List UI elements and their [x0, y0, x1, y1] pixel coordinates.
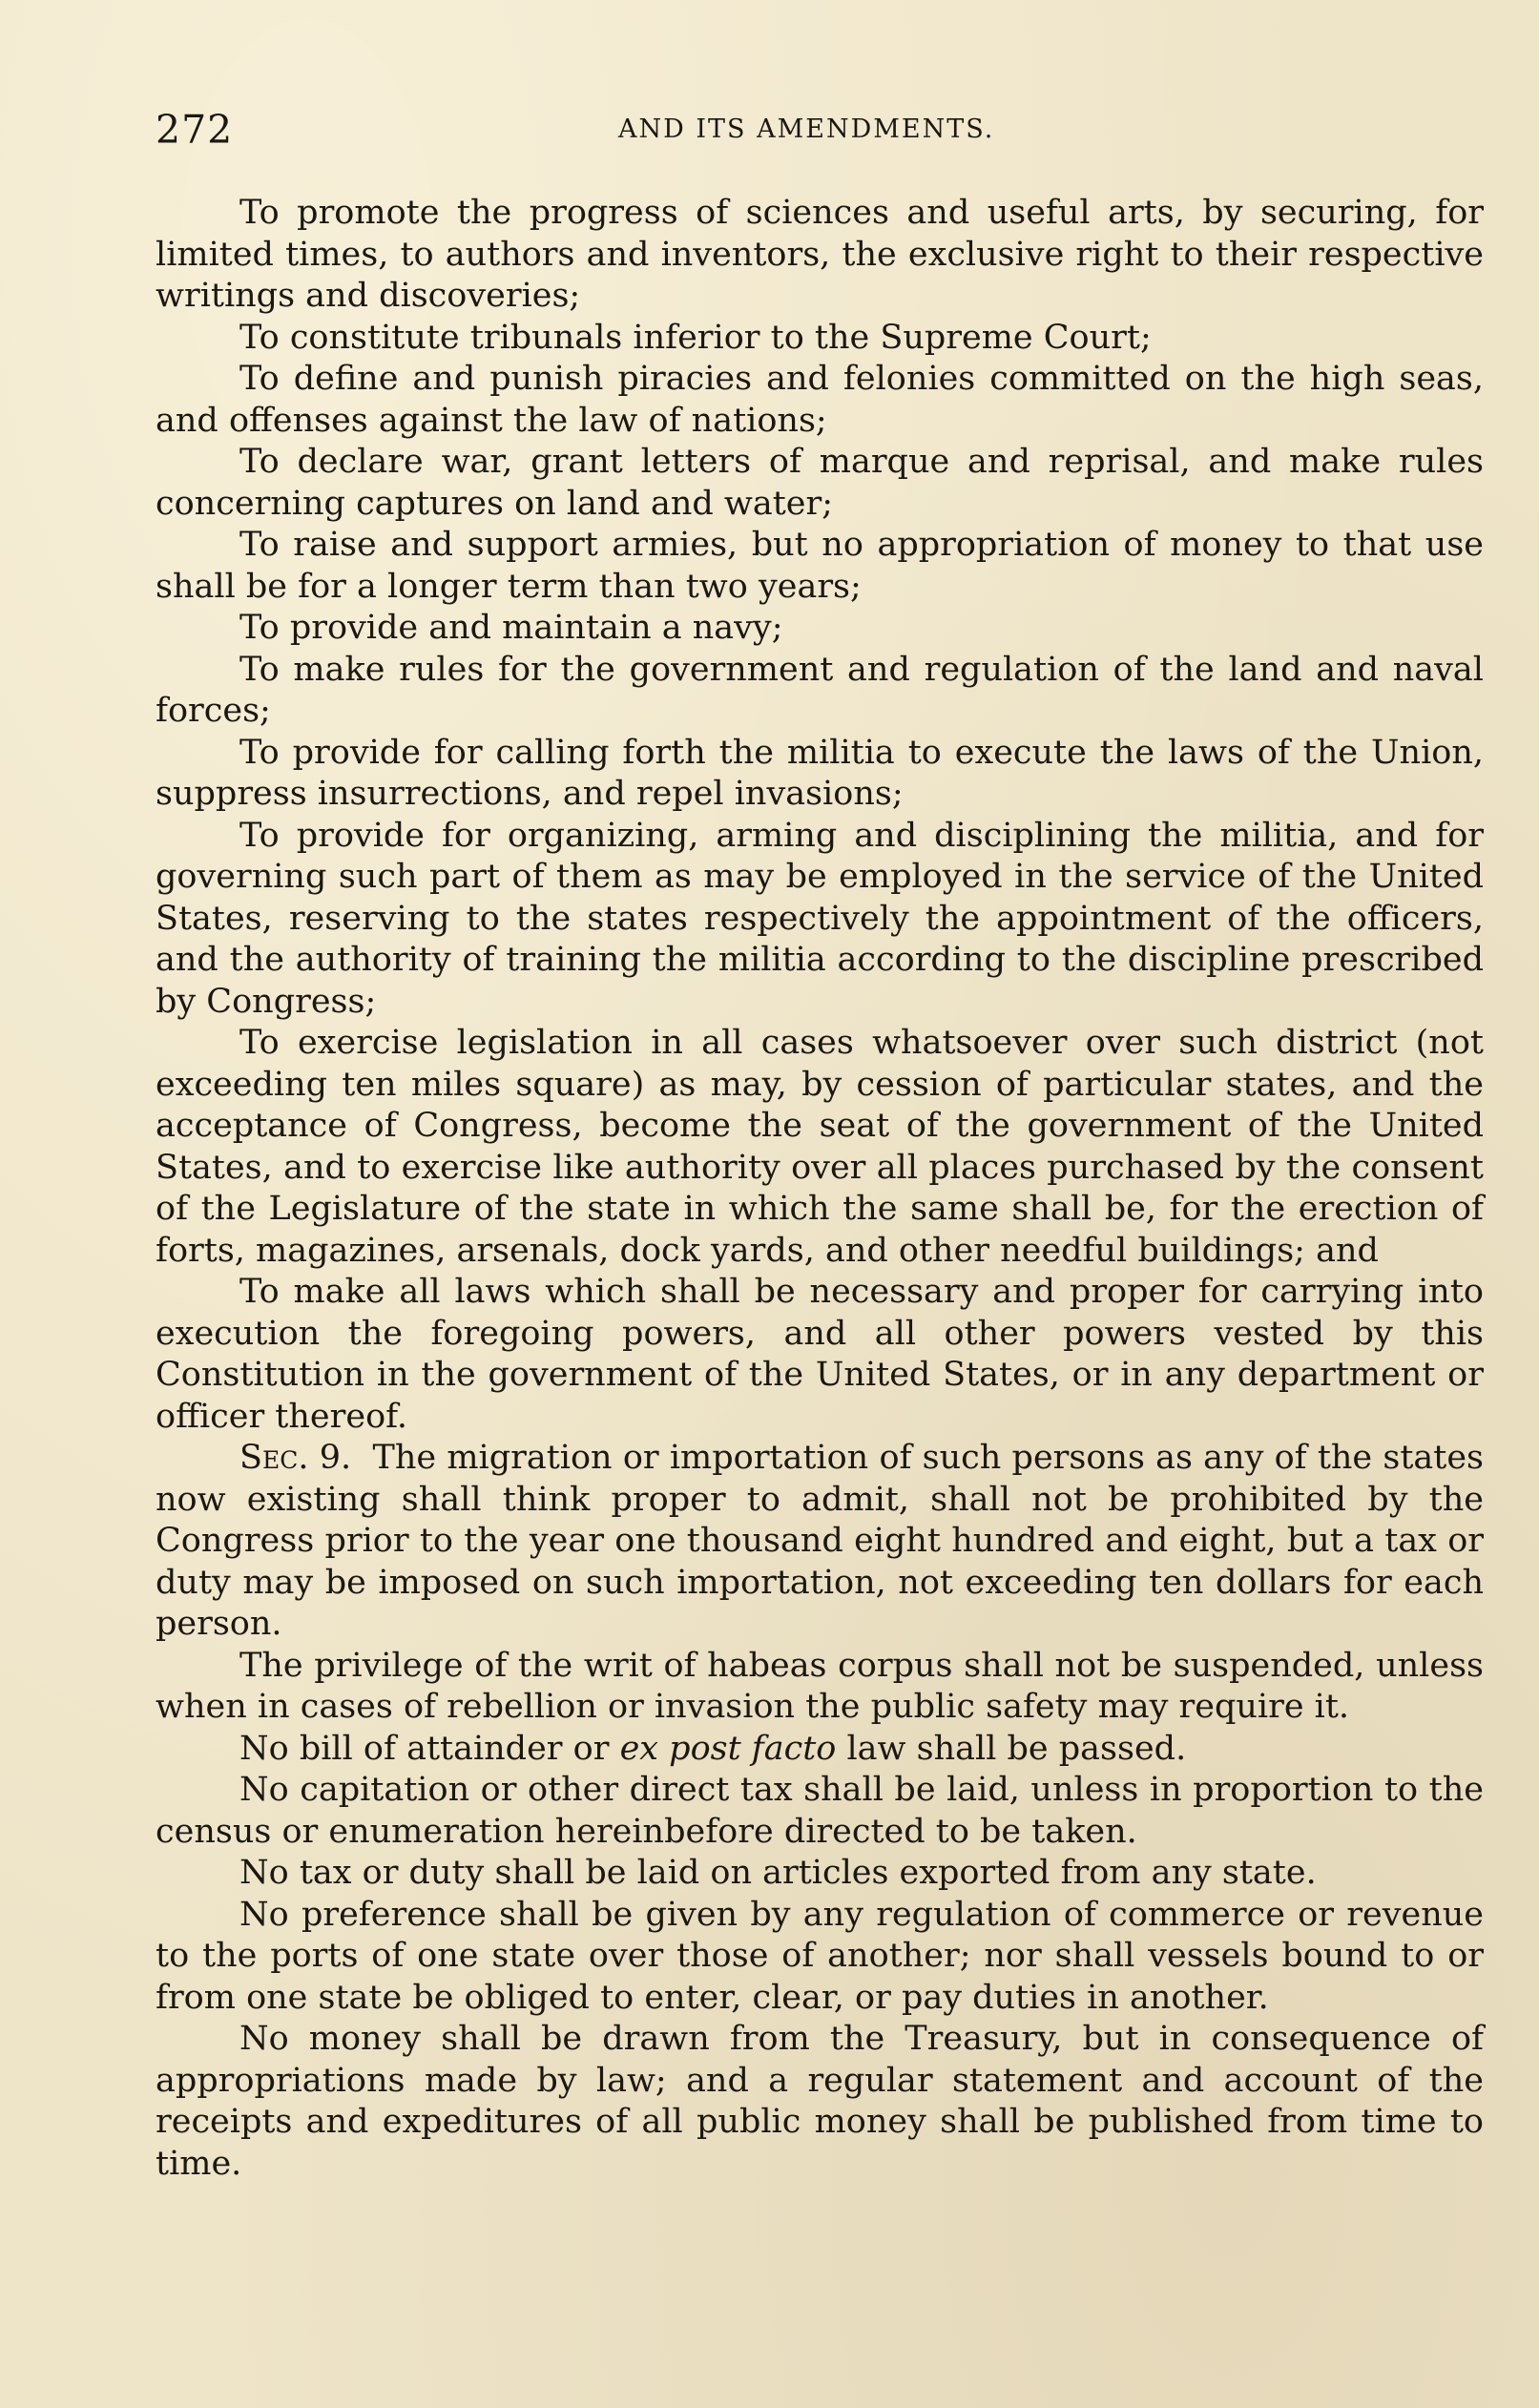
section-label: Sec. 9. [239, 1439, 352, 1477]
clause-necessary-and-proper: To make all laws which shall be necessary and proper for carrying into execution the foregoing powers, and all other powers vested by this Constitution in the government of the United States, or in any department or officer thereof. [156, 1273, 1484, 1436]
clause-port-preference: No preference shall be given by any regulation of commerce or revenue to the ports of one state over those of another; nor shall vessels bound to or from one state be obliged to enter, clear, or pay duties in another. [156, 1895, 1484, 2017]
clause-regulation-forces: To make rules for the government and regulation of the land and naval forces; [156, 650, 1484, 730]
clause-attainder [156, 1729, 1484, 1771]
attainder-text-before: No bill of attainder or [239, 1729, 620, 1768]
clause-capitation-tax: No capitation or other direct tax shall be laid, unless in proportion to the census or enumeration hereinbefore directed to be taken. [156, 1771, 1484, 1851]
clause-declare-war: To declare war, grant letters of marque and reprisal, and make rules concerning captures on land and water; [156, 443, 1484, 523]
running-title: AND ITS AMENDMENTS. [618, 114, 995, 144]
clause-militia-organizing: To provide for organizing, arming and disciplining the militia, and for governing such part of them as may be employed in the service of the United States, reserving to the states respectively the appointment of the officers, and the authority of training the militia according to the discipline prescribed by Congress; [156, 816, 1484, 1021]
clause-treasury: No money shall be drawn from the Treasury, but in consequence of appropriations made by law; and a regular statement and account of the receipts and expeditures of all public money shall be published from time to time. [156, 2020, 1484, 2183]
body-text [156, 193, 1484, 2185]
clause-militia-calling: To provide for calling forth the militia to execute the laws of the Union, suppress insurrections, and repel invasions; [156, 733, 1484, 813]
section-9-migration [156, 1438, 1484, 1646]
clause-tribunals: To constitute tribunals inferior to the Supreme Court; [239, 318, 1152, 357]
clause-armies: To raise and support armies, but no appropriation of money to that use shall be for a longer term than two years; [156, 526, 1484, 606]
section-9-text: The migration or importation of such persons as any of the states now existing shall think proper to admit, shall not be prohibited by the Congress prior to the year one thousand eight hundred and eight, but a tax or duty may be imposed on such importation, not exceeding ten dollars for each person. [156, 1439, 1484, 1643]
running-head [156, 107, 1482, 164]
attainder-text-after: law shall be passed. [836, 1729, 1187, 1768]
clause-piracies: To define and punish piracies and felonies committed on the high seas, and offenses against the law of nations; [156, 360, 1484, 440]
clause-navy: To provide and maintain a navy; [239, 609, 783, 647]
clause-habeas-corpus: The privilege of the writ of habeas corpus shall not be suspended, unless when in cases of rebellion or invasion the public safety may require it. [156, 1646, 1484, 1726]
clause-copyright: To promote the progress of sciences and useful arts, by securing, for limited times, to authors and inventors, the exclusive right to their respective writings and discoveries; [156, 194, 1484, 315]
clause-district-legislation: To exercise legislation in all cases whatsoever over such district (not exceeding ten miles square) as may, by cession of particular states, and the acceptance of Congress, become the seat of the government of the United States, and to exercise like authority over all places purchased by the consent of the Legislature of the state in which the same shall be, for the erection of forts, magazines, arsenals, dock yards, and other needful buildings; and [156, 1024, 1484, 1270]
clause-export-tax: No tax or duty shall be laid on articles exported from any state. [239, 1854, 1317, 1892]
page-number: 272 [156, 107, 234, 153]
attainder-italic-term: ex post facto [619, 1729, 837, 1768]
